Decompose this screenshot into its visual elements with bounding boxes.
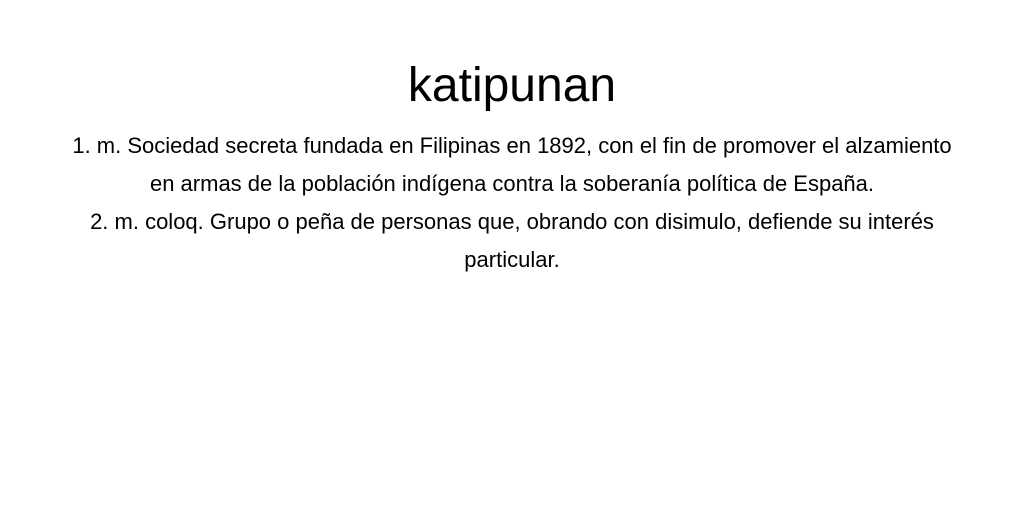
definition-2: 2. m. coloq. Grupo o peña de personas que, obrando con disimulo, defiende su interés particular. bbox=[90, 209, 934, 272]
definition-1: 1. m. Sociedad secreta fundada en Filipinas en 1892, con el fin de promover el alzamiento en armas de la población indígena contra la soberanía política de España. bbox=[72, 133, 952, 196]
definitions-list bbox=[62, 127, 962, 279]
entry-term: katipunan bbox=[407, 59, 617, 112]
